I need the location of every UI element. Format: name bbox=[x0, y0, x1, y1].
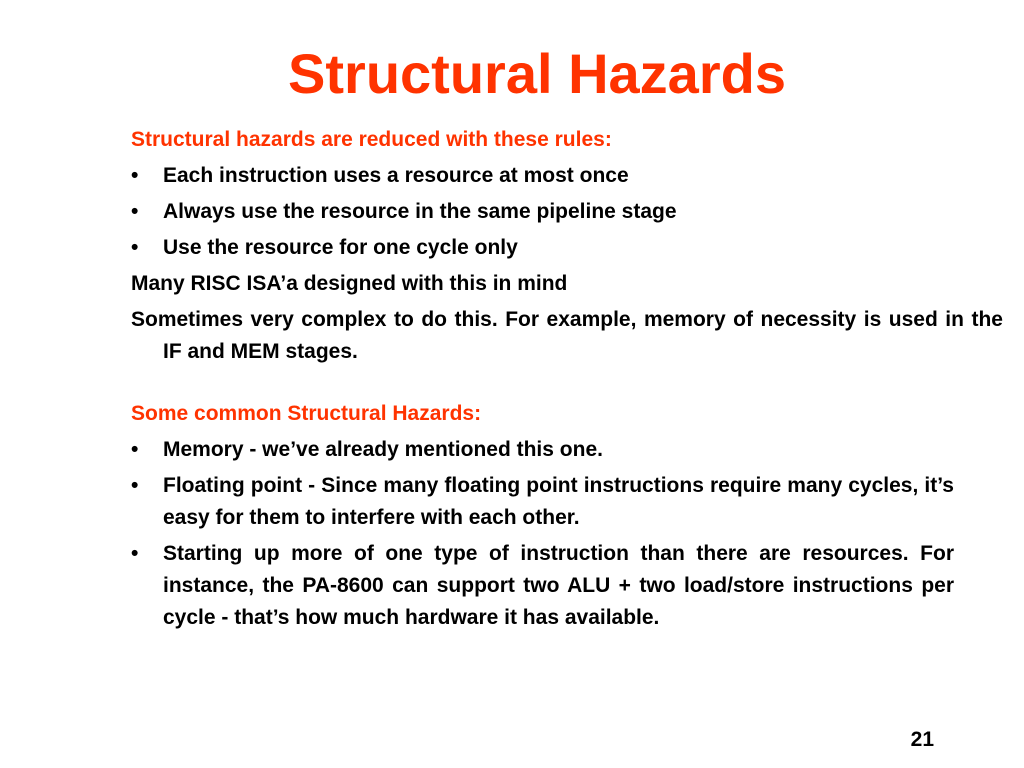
paragraph-risc: Many RISC ISA’a designed with this in mind bbox=[131, 272, 568, 295]
section-common-hazards bbox=[131, 398, 954, 634]
bullet-marker: • bbox=[131, 438, 139, 461]
bullet-item bbox=[131, 160, 971, 192]
bullet-marker: • bbox=[131, 200, 139, 223]
bullet-item bbox=[131, 232, 971, 264]
bullet-marker: • bbox=[131, 164, 139, 187]
bullet-item bbox=[131, 470, 954, 534]
bullet-marker: • bbox=[131, 474, 139, 497]
bullet-item bbox=[131, 196, 971, 228]
page-number: 21 bbox=[910, 728, 934, 751]
bullet-item bbox=[131, 434, 954, 466]
bullet-item bbox=[131, 538, 954, 634]
section-heading-common: Some common Structural Hazards: bbox=[131, 402, 482, 425]
slide-title: Structural Hazards bbox=[288, 42, 786, 105]
bullet-text: Memory - we’ve already mentioned this one. bbox=[163, 438, 603, 461]
bullet-text: Floating point - Since many floating point instructions require many cycles, it’s easy for them to interfere with each other. bbox=[163, 474, 954, 529]
bullet-text: Use the resource for one cycle only bbox=[163, 236, 518, 259]
bullet-text: Each instruction uses a resource at most once bbox=[163, 164, 629, 187]
section-rules bbox=[131, 124, 1003, 368]
bullet-marker: • bbox=[131, 236, 139, 259]
bullet-marker: • bbox=[131, 542, 139, 565]
section-heading-rules: Structural hazards are reduced with these rules: bbox=[131, 128, 612, 151]
bullet-text: Starting up more of one type of instruction than there are resources. For instance, the PA-8600 can support two ALU + two load/store instructions per cycle - that’s how much hardware it has available. bbox=[163, 542, 954, 629]
bullet-text: Always use the resource in the same pipeline stage bbox=[163, 200, 677, 223]
paragraph-complex: Sometimes very complex to do this. For example, memory of necessity is used in the IF and MEM stages. bbox=[131, 308, 1003, 363]
